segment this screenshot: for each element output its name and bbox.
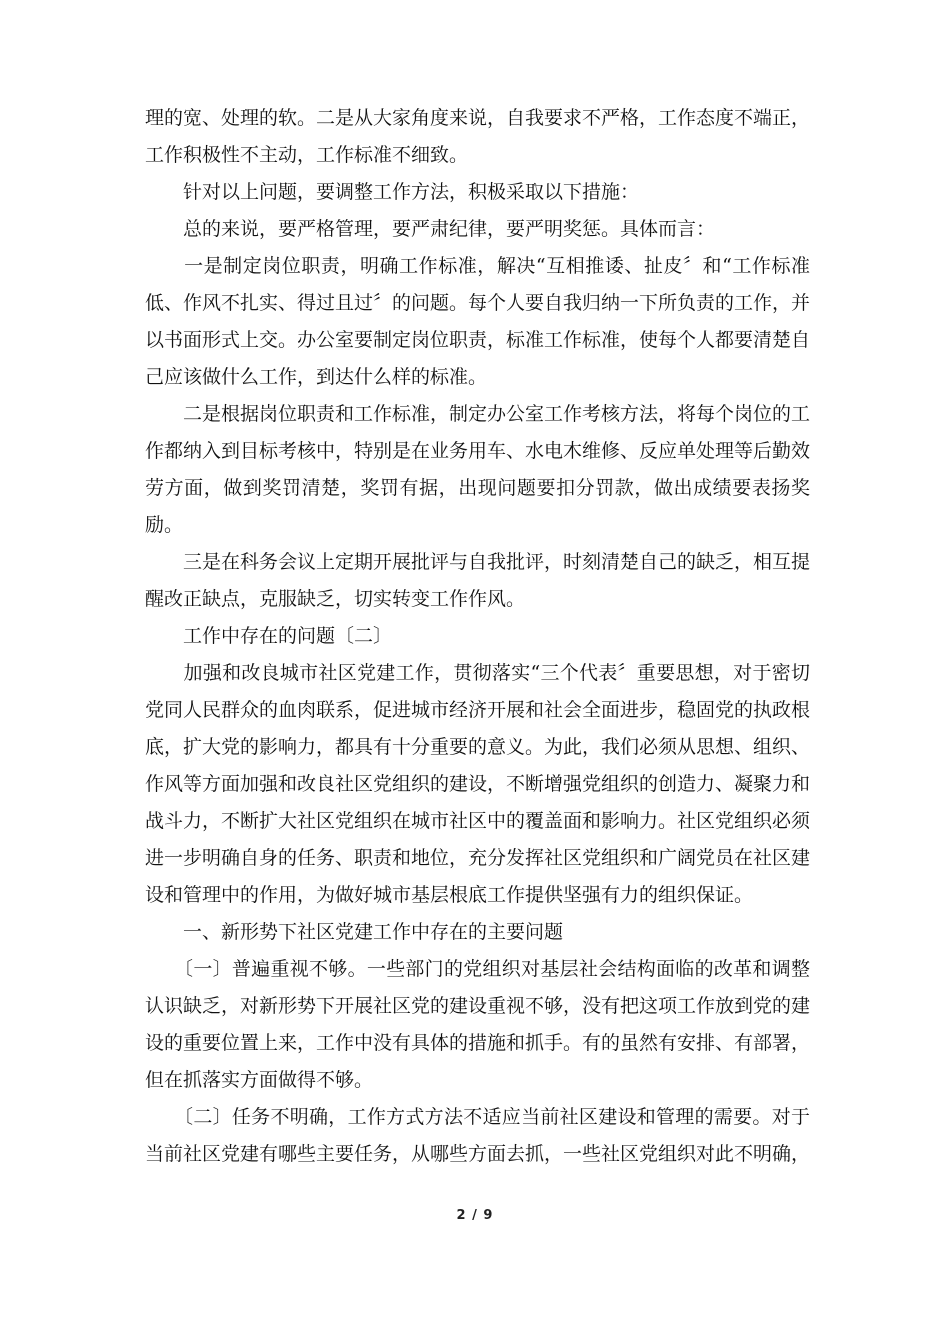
paragraph: 三是在科务会议上定期开展批评与自我批评，时刻清楚自己的缺乏，相互提醒改正缺点，克服缺乏，切实转变工作作风。 xyxy=(145,551,811,610)
paragraph: 一是制定岗位职责，明确工作标准，解决“互相推诿、扯皮〞和“工作标准低、作风不扎实、得过且过〞的问题。每个人要自我归纳一下所负责的工作，并以书面形式上交。办公室要制定岗位职责，标准工作标准，使每个人都要清楚自己应该做什么工作，到达什么样的标准。 xyxy=(145,255,811,388)
paragraph: 针对以上问题，要调整工作方法，积极采取以下措施： xyxy=(145,181,640,203)
paragraph: 加强和改良城市社区党建工作，贯彻落实“三个代表〞重要思想，对于密切党同人民群众的血肉联系，促进城市经济开展和社会全面进步，稳固党的执政根底，扩大党的影响力，都具有十分重要的意义。为此，我们必须从思想、组织、作风等方面加强和改良社区党组织的建设，不断增强党组织的创造力、凝聚力和战斗力，不断扩大社区党组织在城市社区中的覆盖面和影响力。社区党组织必须进一步明确自身的任务、职责和地位，充分发挥社区党组织和广阔党员在社区建设和管理中的作用，为做好城市基层根底工作提供坚强有力的组织保证。 xyxy=(145,662,811,906)
document-body xyxy=(145,100,810,1173)
paragraph: 〔二〕任务不明确，工作方式方法不适应当前社区建设和管理的需要。对于当前社区党建有哪些主要任务，从哪些方面去抓，一些社区党组织对此不明确， xyxy=(145,1106,811,1165)
section-heading: 工作中存在的问题〔二〕 xyxy=(145,625,393,647)
paragraph: 二是根据岗位职责和工作标准，制定办公室工作考核方法，将每个岗位的工作都纳入到目标考核中，特别是在业务用车、水电木维修、反应单处理等后勤效劳方面，做到奖罚清楚，奖罚有据，出现问题要扣分罚款，做出成绩要表扬奖励。 xyxy=(145,403,811,536)
paragraph: 〔一〕普遍重视不够。一些部门的党组织对基层社会结构面临的改革和调整认识缺乏，对新形势下开展社区党的建设重视不够，没有把这项工作放到党的建设的重要位置上来，工作中没有具体的措施和抓手。有的虽然有安排、有部署，但在抓落实方面做得不够。 xyxy=(145,958,811,1091)
paragraph: 理的宽、处理的软。二是从大家角度来说，自我要求不严格，工作态度不端正，工作积极性不主动，工作标准不细致。 xyxy=(145,107,811,166)
paragraph: 总的来说，要严格管理，要严肃纪律，要严明奖惩。具体而言： xyxy=(145,218,716,240)
page-number: 2 / 9 xyxy=(456,1208,494,1223)
section-heading: 一、新形势下社区党建工作中存在的主要问题 xyxy=(145,921,564,943)
